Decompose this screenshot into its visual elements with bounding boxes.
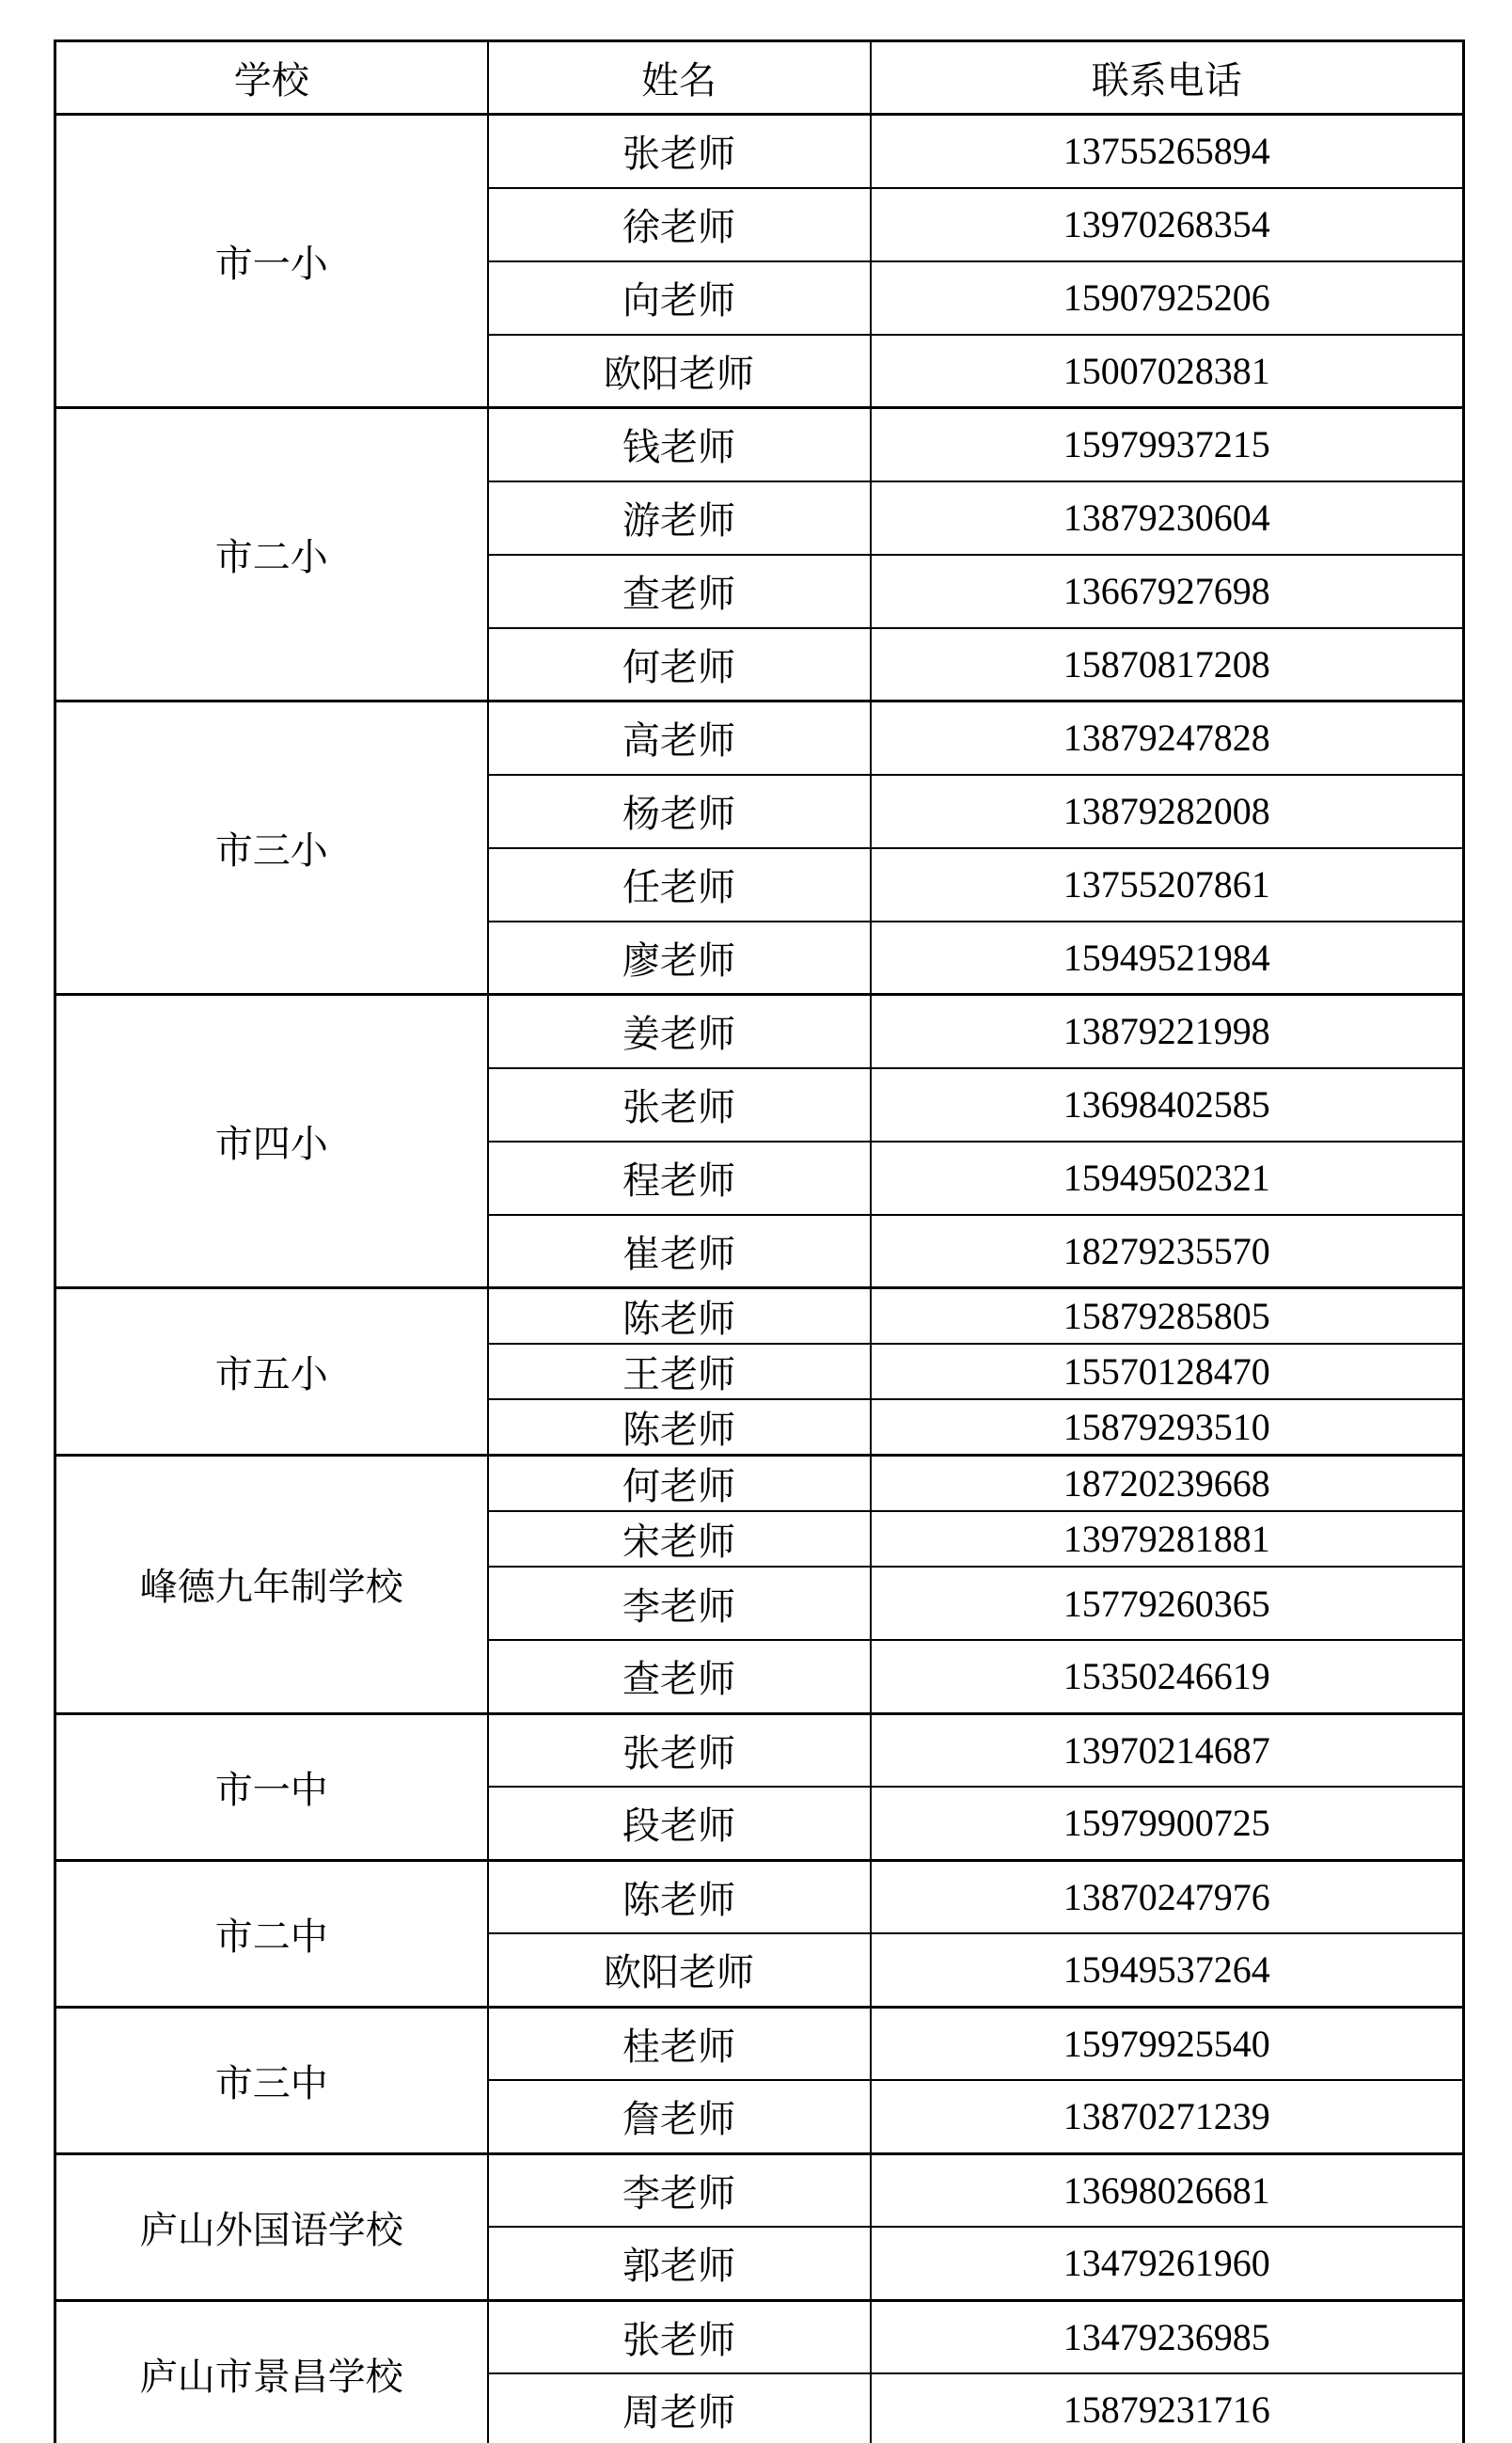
school-cell: 市三中 — [55, 2007, 488, 2153]
table-row — [55, 2300, 1464, 2373]
teacher-name-cell: 向老师 — [488, 261, 871, 335]
teacher-name-cell: 崔老师 — [488, 1215, 871, 1288]
teacher-phone-cell: 13970214687 — [871, 1713, 1464, 1787]
teacher-name-cell: 张老师 — [488, 1713, 871, 1787]
table-row — [55, 1288, 1464, 1345]
teacher-phone-cell: 13755265894 — [871, 115, 1464, 188]
teacher-name-cell: 周老师 — [488, 2373, 871, 2443]
table-row — [55, 2007, 1464, 2080]
teacher-name-cell: 詹老师 — [488, 2080, 871, 2153]
teacher-phone-cell: 13479261960 — [871, 2227, 1464, 2300]
teacher-phone-cell: 13755207861 — [871, 848, 1464, 922]
teacher-phone-cell: 13879230604 — [871, 481, 1464, 555]
school-cell: 市五小 — [55, 1288, 488, 1456]
teacher-name-cell: 桂老师 — [488, 2007, 871, 2080]
teacher-name-cell: 张老师 — [488, 115, 871, 188]
table-row — [55, 701, 1464, 775]
teacher-phone-cell: 15350246619 — [871, 1640, 1464, 1713]
teacher-name-cell: 查老师 — [488, 1640, 871, 1713]
teacher-phone-cell: 13879247828 — [871, 701, 1464, 775]
table-header — [55, 41, 1464, 115]
teacher-phone-cell: 15949502321 — [871, 1142, 1464, 1215]
teacher-phone-cell: 15779260365 — [871, 1567, 1464, 1640]
teacher-name-cell: 欧阳老师 — [488, 1933, 871, 2007]
teacher-phone-cell: 13879221998 — [871, 995, 1464, 1068]
teacher-name-cell: 宋老师 — [488, 1511, 871, 1567]
teacher-phone-cell: 18279235570 — [871, 1215, 1464, 1288]
teacher-name-cell: 陈老师 — [488, 1399, 871, 1456]
teacher-name-cell: 钱老师 — [488, 408, 871, 481]
teacher-name-cell: 李老师 — [488, 2153, 871, 2227]
teacher-phone-cell: 15949521984 — [871, 922, 1464, 995]
school-cell: 市三小 — [55, 701, 488, 995]
teacher-name-cell: 何老师 — [488, 628, 871, 701]
teacher-phone-cell: 13879282008 — [871, 775, 1464, 848]
table-row — [55, 115, 1464, 188]
teacher-name-cell: 高老师 — [488, 701, 871, 775]
teacher-name-cell: 任老师 — [488, 848, 871, 922]
teacher-phone-cell: 13698026681 — [871, 2153, 1464, 2227]
teacher-phone-cell: 15979925540 — [871, 2007, 1464, 2080]
teacher-name-cell: 何老师 — [488, 1456, 871, 1512]
table-row — [55, 2153, 1464, 2227]
teacher-name-cell: 廖老师 — [488, 922, 871, 995]
school-cell: 市二小 — [55, 408, 488, 701]
header-school: 学校 — [55, 41, 488, 115]
teacher-phone-cell: 13870247976 — [871, 1860, 1464, 1933]
teacher-phone-cell: 13979281881 — [871, 1511, 1464, 1567]
school-cell: 市四小 — [55, 995, 488, 1288]
school-cell: 庐山市景昌学校 — [55, 2300, 488, 2443]
teacher-phone-cell: 15879285805 — [871, 1288, 1464, 1345]
teacher-name-cell: 姜老师 — [488, 995, 871, 1068]
teacher-name-cell: 徐老师 — [488, 188, 871, 261]
teacher-phone-cell: 15007028381 — [871, 335, 1464, 408]
school-contact-table — [54, 39, 1465, 2443]
teacher-phone-cell: 15879231716 — [871, 2373, 1464, 2443]
school-cell: 市一中 — [55, 1713, 488, 1860]
teacher-phone-cell: 15570128470 — [871, 1344, 1464, 1399]
table-body — [55, 115, 1464, 2443]
teacher-phone-cell: 15907925206 — [871, 261, 1464, 335]
header-row — [55, 41, 1464, 115]
teacher-name-cell: 张老师 — [488, 2300, 871, 2373]
teacher-name-cell: 程老师 — [488, 1142, 871, 1215]
teacher-name-cell: 李老师 — [488, 1567, 871, 1640]
teacher-phone-cell: 13479236985 — [871, 2300, 1464, 2373]
teacher-name-cell: 欧阳老师 — [488, 335, 871, 408]
teacher-phone-cell: 13667927698 — [871, 555, 1464, 628]
teacher-name-cell: 王老师 — [488, 1344, 871, 1399]
teacher-name-cell: 陈老师 — [488, 1860, 871, 1933]
teacher-name-cell: 张老师 — [488, 1068, 871, 1142]
school-cell: 市一小 — [55, 115, 488, 408]
teacher-name-cell: 段老师 — [488, 1787, 871, 1860]
teacher-name-cell: 游老师 — [488, 481, 871, 555]
teacher-phone-cell: 15979900725 — [871, 1787, 1464, 1860]
teacher-name-cell: 杨老师 — [488, 775, 871, 848]
teacher-phone-cell: 13698402585 — [871, 1068, 1464, 1142]
header-phone: 联系电话 — [871, 41, 1464, 115]
table-row — [55, 408, 1464, 481]
table-row — [55, 1456, 1464, 1512]
table-row — [55, 1860, 1464, 1933]
teacher-phone-cell: 15870817208 — [871, 628, 1464, 701]
table-row — [55, 1713, 1464, 1787]
teacher-name-cell: 查老师 — [488, 555, 871, 628]
header-name: 姓名 — [488, 41, 871, 115]
teacher-phone-cell: 15979937215 — [871, 408, 1464, 481]
school-cell: 市二中 — [55, 1860, 488, 2007]
teacher-phone-cell: 15879293510 — [871, 1399, 1464, 1456]
teacher-phone-cell: 13970268354 — [871, 188, 1464, 261]
teacher-phone-cell: 13870271239 — [871, 2080, 1464, 2153]
teacher-phone-cell: 18720239668 — [871, 1456, 1464, 1512]
teacher-name-cell: 郭老师 — [488, 2227, 871, 2300]
teacher-name-cell: 陈老师 — [488, 1288, 871, 1345]
school-cell: 峰德九年制学校 — [55, 1456, 488, 1714]
teacher-phone-cell: 15949537264 — [871, 1933, 1464, 2007]
table-row — [55, 995, 1464, 1068]
school-cell: 庐山外国语学校 — [55, 2153, 488, 2300]
